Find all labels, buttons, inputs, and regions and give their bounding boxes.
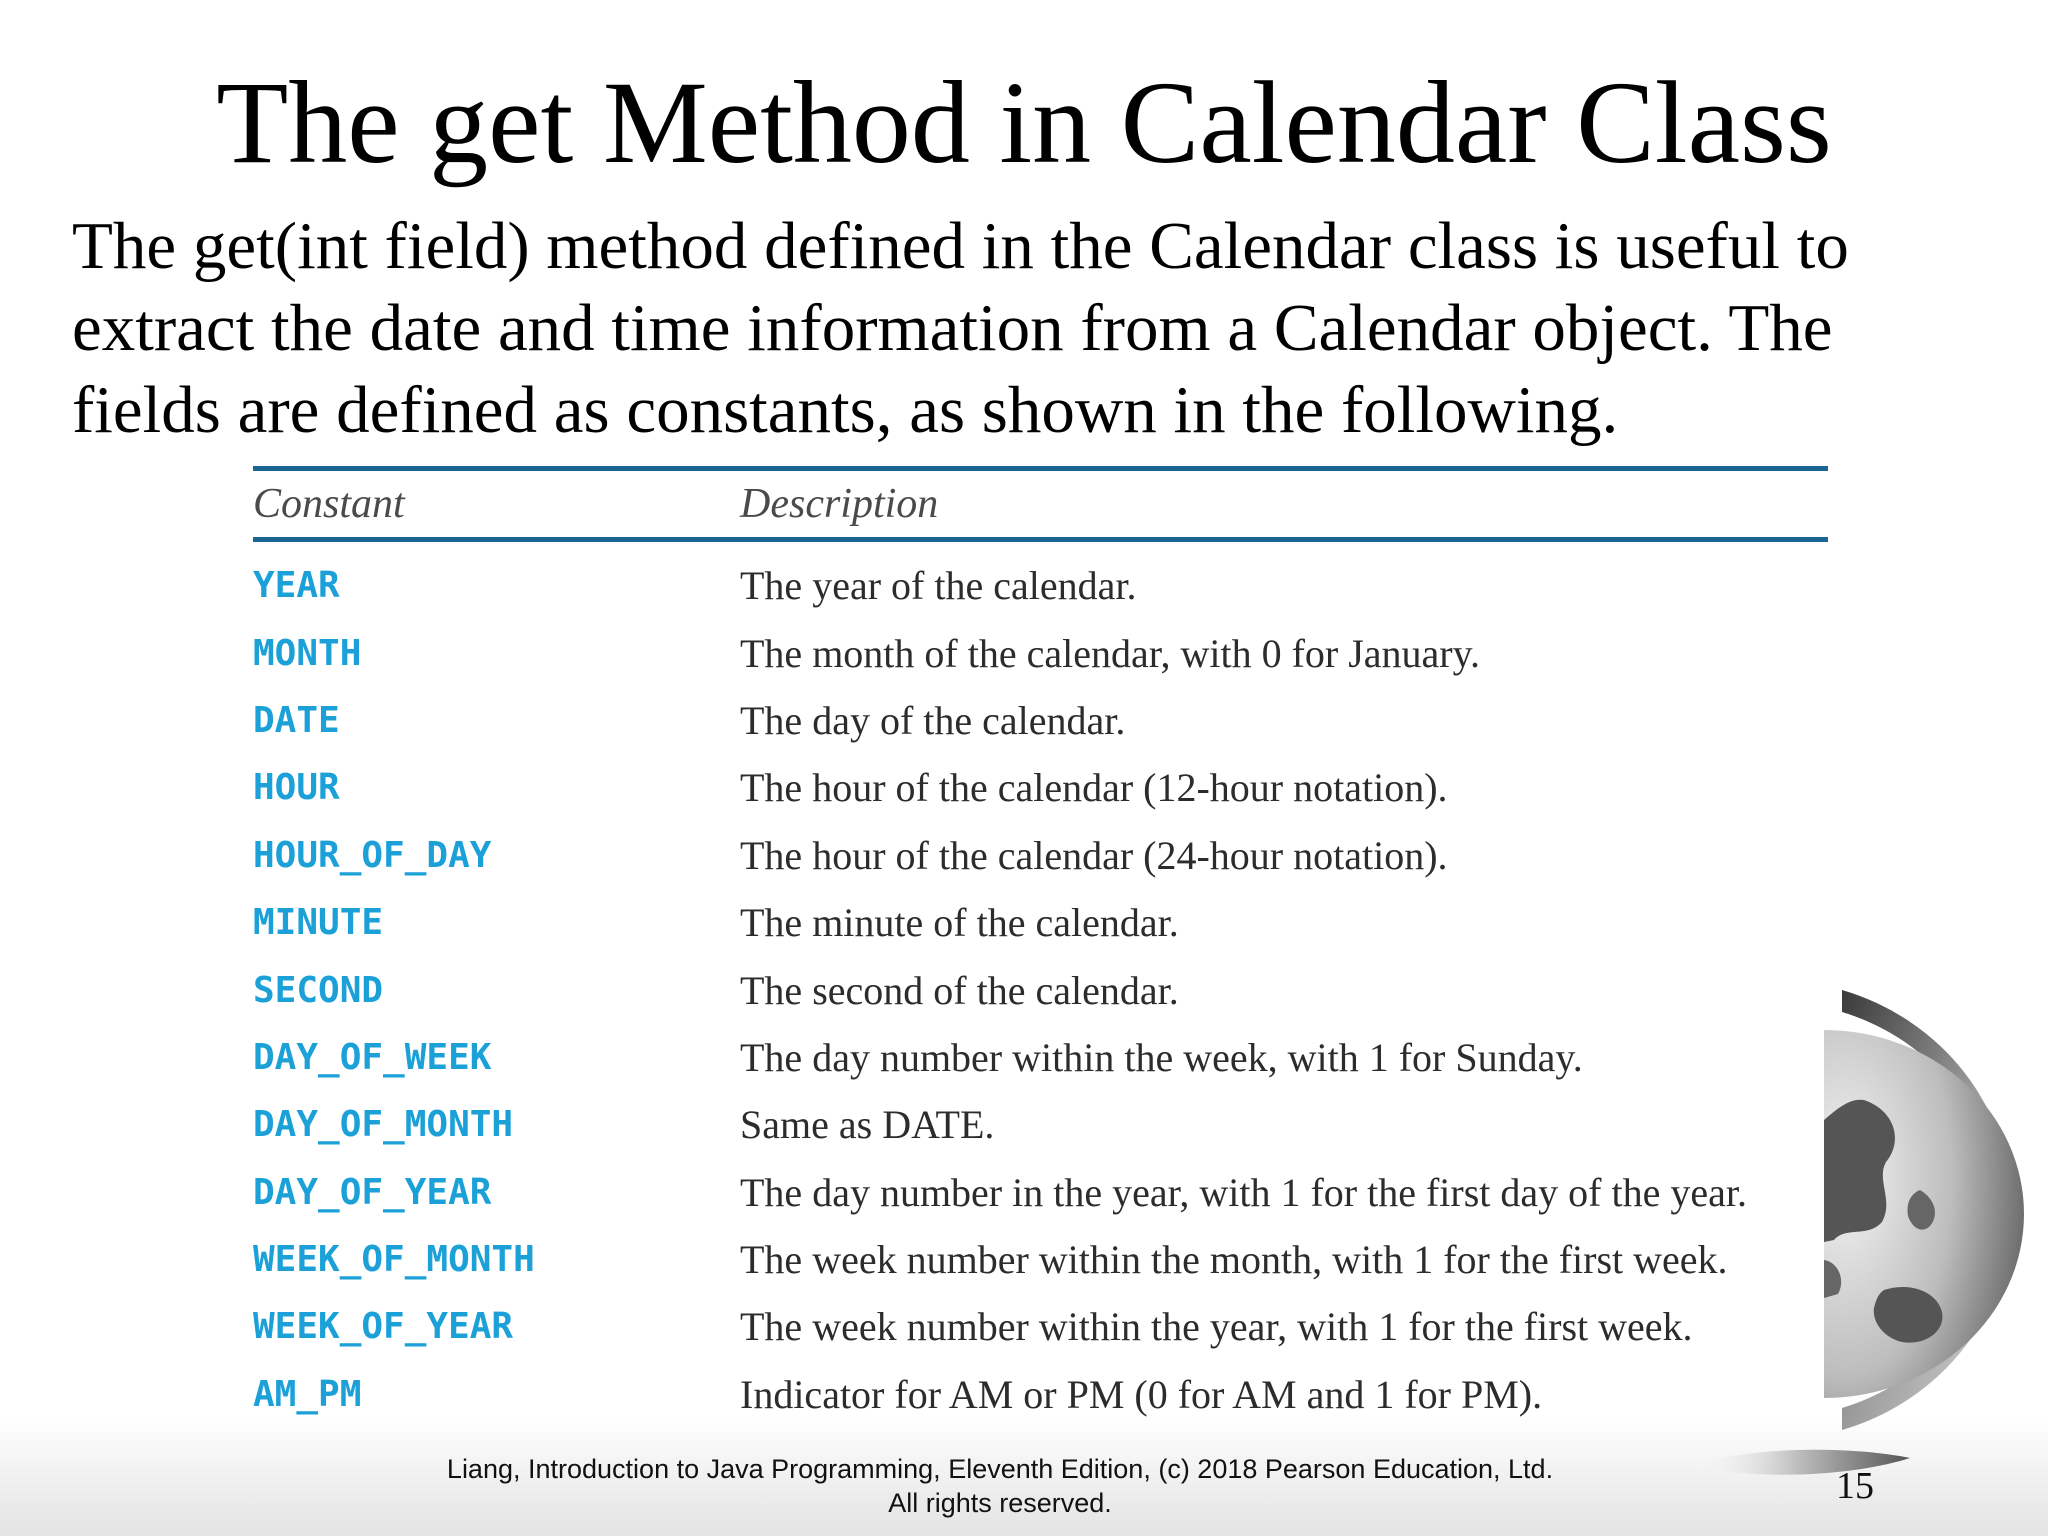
constants-table (253, 466, 1828, 1428)
table-body (253, 542, 1828, 1428)
constant-name: MONTH (253, 632, 362, 674)
constant-name: DAY_OF_YEAR (253, 1171, 492, 1213)
constant-description: The year of the calendar. (740, 563, 1137, 609)
constant-name: DAY_OF_WEEK (253, 1036, 492, 1078)
table-row (253, 687, 1828, 754)
constant-description: The week number within the month, with 1 for the first week. (740, 1237, 1728, 1283)
table-row (253, 619, 1828, 686)
table-row (253, 956, 1828, 1023)
table-row (253, 754, 1828, 821)
constant-name: DAY_OF_MONTH (253, 1104, 514, 1146)
constant-description: The day of the calendar. (740, 697, 1126, 743)
constant-description: The minute of the calendar. (740, 900, 1179, 946)
constant-name: SECOND (253, 969, 384, 1011)
table-row (253, 1361, 1828, 1428)
table-row (253, 1091, 1828, 1158)
table-row (253, 552, 1828, 619)
header-description: Description (740, 481, 939, 527)
constant-description: The hour of the calendar (24-hour notation). (740, 832, 1448, 878)
constant-description: The hour of the calendar (12-hour notation). (740, 765, 1448, 811)
table-header (253, 471, 1828, 537)
globe-icon (1824, 990, 2048, 1430)
constant-name: DATE (253, 699, 340, 741)
constant-description: The month of the calendar, with 0 for January. (740, 630, 1480, 676)
constant-name: HOUR_OF_DAY (253, 834, 492, 876)
page-swoosh-decoration (1690, 1446, 1910, 1488)
table-row (253, 1024, 1828, 1091)
intro-line: The get(int field) method defined in the Calendar class is useful to (72, 209, 1849, 283)
page-number: 15 (1836, 1465, 1874, 1507)
table-row (253, 1293, 1828, 1360)
constant-name: WEEK_OF_MONTH (253, 1239, 535, 1281)
constant-name: HOUR (253, 767, 340, 809)
constant-description: Indicator for AM or PM (0 for AM and 1 for PM). (740, 1371, 1543, 1417)
constant-description: The week number within the year, with 1 for the first week. (740, 1304, 1693, 1350)
footer-credit (300, 1452, 1700, 1520)
table-row (253, 822, 1828, 889)
table-row (253, 1226, 1828, 1293)
slide-title: The get Method in Calendar Class (216, 57, 1832, 188)
constant-description: The day number within the week, with 1 for Sunday. (740, 1034, 1583, 1080)
table-row (253, 1159, 1828, 1226)
constant-name: MINUTE (253, 902, 384, 944)
constant-name: AM_PM (253, 1373, 362, 1415)
constant-name: WEEK_OF_YEAR (253, 1306, 514, 1348)
intro-line: fields are defined as constants, as shown in the following. (72, 373, 1619, 447)
constant-name: YEAR (253, 565, 340, 607)
constant-description: The day number in the year, with 1 for the first day of the year. (740, 1169, 1747, 1215)
table-row (253, 889, 1828, 956)
footer-line: All rights reserved. (888, 1488, 1112, 1518)
intro-line: extract the date and time information from a Calendar object. The (72, 291, 1833, 365)
footer-line: Liang, Introduction to Java Programming, Eleventh Edition, (c) 2018 Pearson Education, Ltd. (446, 1454, 1554, 1484)
constant-description: Same as DATE. (740, 1102, 995, 1148)
header-constant: Constant (253, 481, 405, 527)
intro-paragraph (72, 205, 1972, 451)
constant-description: The second of the calendar. (740, 967, 1179, 1013)
